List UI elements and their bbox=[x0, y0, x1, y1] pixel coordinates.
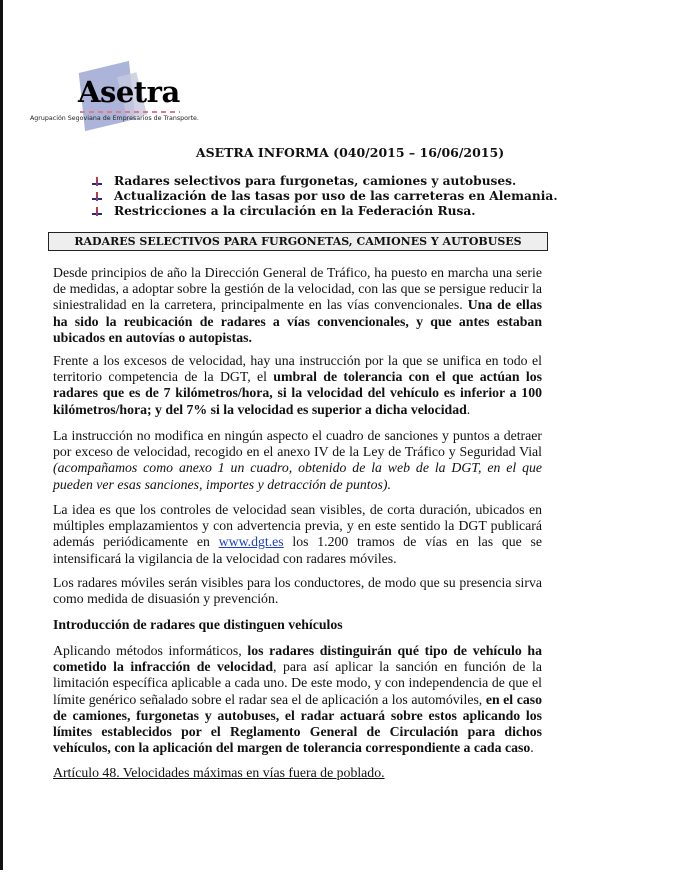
topic-item bbox=[92, 204, 558, 219]
text-normal: , para así aplicar la sanción en función de la limitación específica aplicable a cada uno. De este modo, y con independencia de que el límite genérico señalado sobre el radar sea el de aplicación a los automóviles, bbox=[53, 659, 542, 707]
dgt-website-link[interactable]: www.dgt.es bbox=[218, 534, 284, 550]
asetra-logo bbox=[30, 66, 220, 130]
text-normal: Desde principios de año la Dirección General de Tráfico, ha puesto en marcha una serie de medidas, a adoptar sobre la gestión de la velocidad, con las que se persigue reducir la siniestralidad en la carretera, principalmente en las vías convencionales. bbox=[53, 265, 542, 313]
bullet-arrow-icon bbox=[92, 192, 102, 202]
text-bold: en el caso de camiones, furgonetas y autobuses, el radar actuará sobre estos aplicando los límites establecidos por el Reglamento General de Circulación para dichos vehículos, con la aplicación del margen de tolerancia correspondiente a cada caso bbox=[53, 691, 542, 756]
page-edge-border bbox=[0, 0, 3, 870]
text-normal: La instrucción no modifica en ningún aspecto el cuadro de sanciones y puntos a detraer por exceso de velocidad, recogido en el anexo IV de la Ley de Tráfico y Seguridad Vial bbox=[53, 428, 542, 460]
section-heading-box: RADARES SELECTIVOS PARA FURGONETAS, CAMIONES Y AUTOBUSES bbox=[48, 232, 548, 251]
text-normal: Aplicando métodos informáticos, bbox=[53, 643, 248, 658]
topic-label: Restricciones a la circulación en la Federación Rusa. bbox=[114, 204, 476, 218]
text-normal: . bbox=[530, 740, 534, 756]
topic-label: Actualización de las tasas por uso de las carreteras en Alemania. bbox=[114, 189, 558, 203]
paragraph-intro bbox=[53, 265, 542, 346]
text-normal: los 1.200 tramos de vías en las que se intensificará la vigilancia de la velocidad con radares móviles. bbox=[53, 534, 542, 566]
paragraph-sanctions bbox=[53, 428, 542, 493]
paragraph-tolerance bbox=[53, 353, 542, 418]
topic-label: Radares selectivos para furgonetas, camiones y autobuses. bbox=[114, 174, 517, 188]
subheading: Introducción de radares que distinguen vehículos bbox=[53, 617, 343, 632]
paragraph-vehicle-detection bbox=[53, 643, 542, 756]
text-bold: umbral de tolerancia con el que actúan los radares que es de 7 kilómetros/hora, si la velocidad del vehículo es inferior a 100 kilómetros/hora; y del 7% si la velocidad es superior a dicha velocidad bbox=[53, 369, 542, 417]
article-heading: Artículo 48. Velocidades máximas en vías fuera de poblado. bbox=[53, 765, 385, 780]
text-normal: Frente a los excesos de velocidad, hay una instrucción por la que se unifica en todo el territorio competencia de la DGT, el bbox=[53, 353, 542, 385]
paragraph-controls bbox=[53, 502, 542, 567]
logo-name: Asetra bbox=[78, 75, 180, 109]
text-normal: La idea es que los controles de velocidad sean visibles, de corta duración, ubicados en múltiples emplazamientos y con advertencia previa, y en este sentido la DGT publicará además periódicamente en bbox=[53, 502, 542, 550]
text-bold: Una de ellas ha sido la reubicación de radares a vías convencionales, y que antes estaban ubicados en autovías o autopistas. bbox=[53, 297, 542, 345]
logo-dash-line bbox=[80, 111, 180, 113]
text-normal: Los radares móviles serán visibles para los conductores, de modo que su presencia sirva como medida de disuasión y prevención. bbox=[53, 575, 542, 607]
paragraph-mobile-radars bbox=[53, 575, 542, 607]
topic-item bbox=[92, 174, 558, 189]
text-normal: . bbox=[466, 401, 471, 417]
logo-tagline: Agrupación Segoviana de Empresarios de Transporte. bbox=[30, 115, 199, 122]
topics-list bbox=[92, 174, 558, 219]
document-title: ASETRA INFORMA (040/2015 – 16/06/2015) bbox=[195, 145, 505, 160]
bullet-arrow-icon bbox=[92, 177, 102, 187]
text-bold: los radares distinguirán qué tipo de vehículo ha cometido la infracción de velocidad bbox=[53, 643, 542, 675]
bullet-arrow-icon bbox=[92, 207, 102, 217]
text-italic: (acompañamos como anexo 1 un cuadro, obtenido de la web de la DGT, en el que pueden ver esas sanciones, importes y detracción de puntos). bbox=[53, 460, 542, 492]
topic-item bbox=[92, 189, 558, 204]
